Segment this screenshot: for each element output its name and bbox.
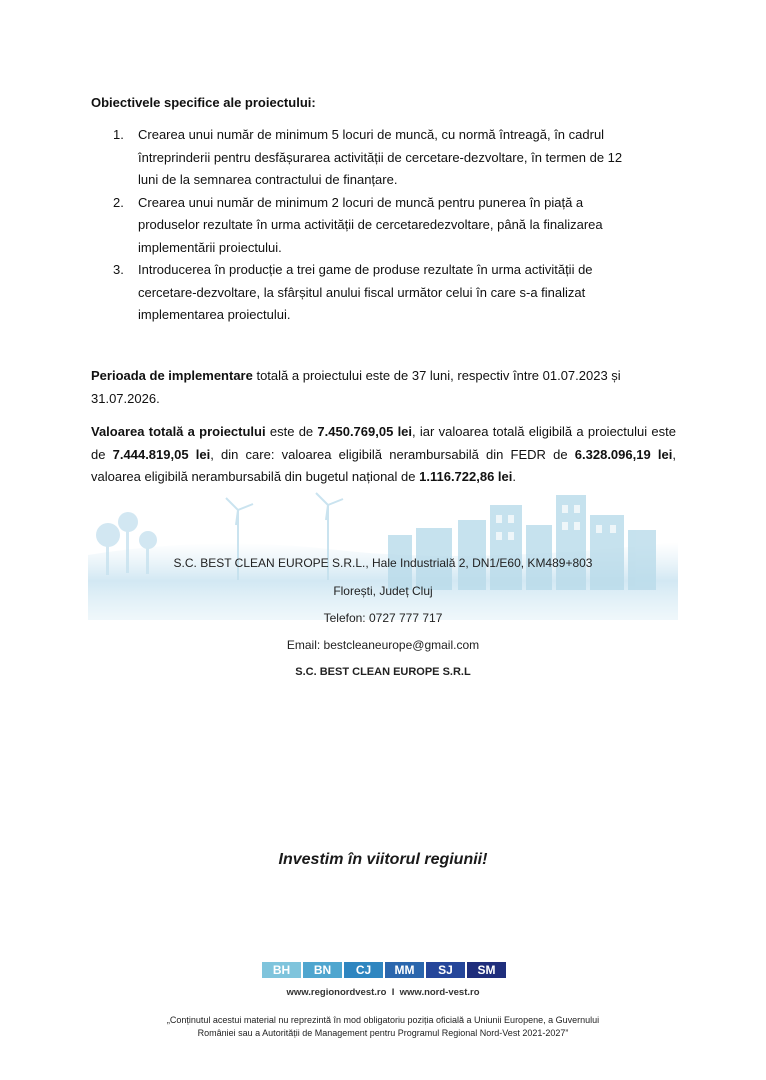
objective-line: întreprinderii pentru desfășurarea activității de cercetare-dezvoltare, în termen de 12 xyxy=(138,149,623,165)
value-text: . xyxy=(512,469,517,484)
objective-line: produselor rezultate în urma activității de cercetaredezvoltare, până la finalizarea xyxy=(138,217,603,232)
objective-line: Crearea unui număr de minimum 2 locuri de muncă pentru punerea în piață a xyxy=(138,194,584,210)
value-text: este de xyxy=(265,424,318,439)
company-address: S.C. BEST CLEAN EUROPE S.R.L., Hale Industrială 2, DN1/E60, KM489+803 xyxy=(173,556,593,570)
objective-line: implementarea proiectului. xyxy=(138,307,291,322)
footer-links xyxy=(0,987,766,998)
objective-item-3 xyxy=(91,259,671,327)
disclaimer xyxy=(120,1014,646,1039)
region-cj: CJ xyxy=(344,962,385,978)
region-mm: MM xyxy=(385,962,426,978)
value-text: , din care: valoarea eligibilă nerambursabilă din FEDR de xyxy=(210,446,568,462)
regions-bar xyxy=(262,962,506,978)
objective-number: 3. xyxy=(113,262,124,277)
objectives-list xyxy=(91,124,671,327)
link-nord-vest[interactable]: www.nord-vest.ro xyxy=(399,987,480,998)
company-city: Florești, Județ Cluj xyxy=(333,584,433,598)
national-value: 1.116.722,86 lei xyxy=(419,469,513,484)
value-label: Valoarea totală a proiectului xyxy=(91,424,266,439)
region-sm: SM xyxy=(467,962,506,978)
fedr-value: 6.328.096,19 lei xyxy=(574,446,673,462)
objective-item-2 xyxy=(91,192,671,260)
value-text: , valoarea eligibilă nerambursabilă din bugetul național de xyxy=(91,446,676,484)
objective-line: luni de la semnarea contractului de finanțare. xyxy=(138,172,398,187)
region-bn: BN xyxy=(303,962,344,978)
company-email: Email: bestcleaneurope@gmail.com xyxy=(286,638,480,652)
value-text: proiectului este de xyxy=(91,424,676,462)
objective-line: Crearea unui număr de minimum 5 locuri de muncă, cu normă întreagă, în cadrul xyxy=(138,127,605,142)
implementation-label: Perioada de implementare xyxy=(91,368,253,383)
implementation-end-date: 31.07.2026. xyxy=(91,390,160,406)
link-separator: I xyxy=(391,987,395,998)
region-bh: BH xyxy=(262,962,303,978)
objective-line: implementării proiectului. xyxy=(138,239,282,255)
value-paragraph xyxy=(91,421,676,489)
objective-number: 1. xyxy=(113,127,124,142)
disclaimer-line: „Conținutul acestui material nu reprezintă în mod obligatoriu poziția oficială a Uniunii Europene, a Guvernului xyxy=(166,1015,600,1025)
city-skyline-illustration xyxy=(88,480,678,620)
implementation-paragraph xyxy=(91,365,676,410)
objective-number: 2. xyxy=(113,194,124,210)
objective-line: Introducerea în producție a trei game de produse rezultate în urma activității de xyxy=(138,262,593,277)
link-regionordvest[interactable]: www.regionordvest.ro xyxy=(286,987,387,998)
objective-line: cercetare-dezvoltare, la sfârșitul anului fiscal următor celui în care s-a finalizat xyxy=(138,284,586,300)
value-text: , iar valoarea totală eligibilă a xyxy=(412,424,584,439)
objectives-heading: Obiectivele specifice ale proiectului: xyxy=(91,95,316,110)
objective-item-1 xyxy=(91,124,671,192)
total-value: 7.450.769,05 lei xyxy=(317,424,413,439)
company-phone: Telefon: 0727 777 717 xyxy=(323,611,443,625)
region-sj: SJ xyxy=(426,962,467,978)
disclaimer-line: României sau a Autorității de Management pentru Programul Regional Nord-Vest 2021-2027” xyxy=(197,1027,569,1038)
company-name: S.C. BEST CLEAN EUROPE S.R.L xyxy=(295,666,471,678)
eligible-value: 7.444.819,05 lei xyxy=(112,446,211,462)
implementation-text: totală a proiectului este de 37 luni, respectiv între 01.07.2023 și xyxy=(252,368,621,383)
slogan: Investim în viitorul regiunii! xyxy=(278,851,488,868)
